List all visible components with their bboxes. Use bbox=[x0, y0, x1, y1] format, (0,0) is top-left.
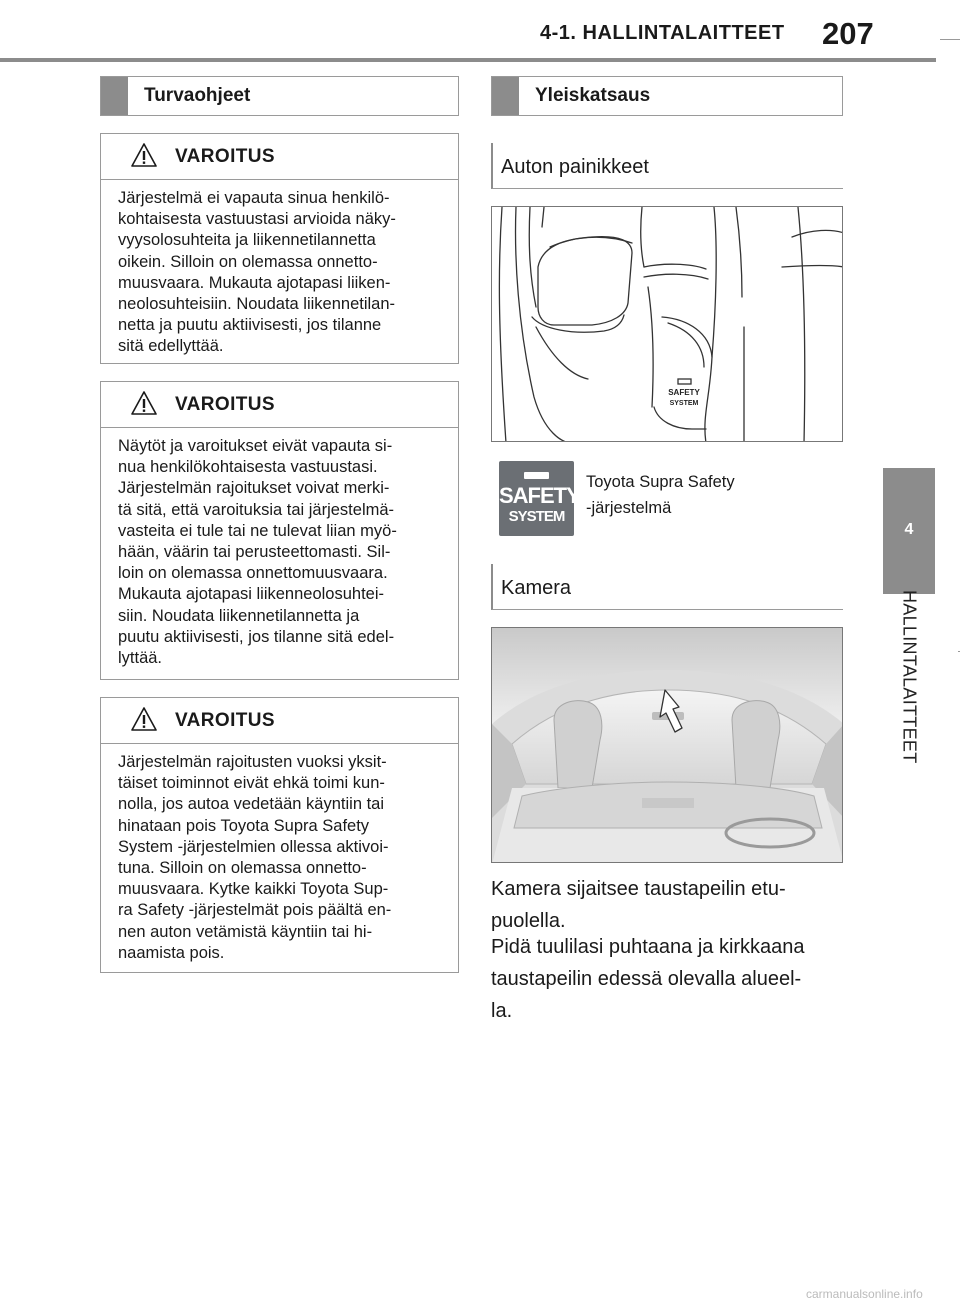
warning-triangle-icon bbox=[131, 391, 157, 415]
text-line: netta ja puutu aktiivisesti, jos tilanne bbox=[118, 316, 382, 335]
caption-line: Toyota Supra Safety bbox=[586, 473, 735, 491]
header-rule bbox=[0, 58, 936, 62]
safety-system-button-icon bbox=[499, 461, 580, 536]
warning-label: VAROITUS bbox=[175, 394, 275, 415]
text-line: oikein. Silloin on olemassa onnetto- bbox=[118, 252, 378, 271]
text-line: kohtaisesta vastuustasi arvioida näky- bbox=[118, 210, 396, 229]
section-heading-title: Turvaohjeet bbox=[144, 85, 251, 106]
text-line: ra Safety -järjestelmät pois päältä en- bbox=[118, 901, 392, 920]
interior-camera-photo bbox=[491, 627, 843, 863]
text-line: puolella. bbox=[491, 910, 566, 932]
subheading-text: Auton painikkeet bbox=[501, 156, 649, 178]
text-line: siin. Noudata liikennetilannetta ja bbox=[118, 606, 360, 625]
warning-header bbox=[101, 698, 458, 744]
text-line: Näytöt ja varoitukset eivät vapauta si- bbox=[118, 437, 393, 455]
text-line: nolla, jos autoa vedetään käyntiin tai bbox=[118, 795, 385, 814]
text-line: Kamera sijaitsee taustapeilin etu- bbox=[491, 878, 786, 900]
warning-box bbox=[100, 133, 459, 364]
running-header: 4-1. HALLINTALAITTEET bbox=[540, 22, 785, 44]
warning-triangle-icon bbox=[131, 707, 157, 731]
text-line: Järjestelmän rajoitusten vuoksi yksit- bbox=[118, 753, 387, 771]
text-line: loin on olemassa onnettomuusvaara. bbox=[118, 564, 388, 583]
text-line: tä sitä, että varoituksia tai järjestelmä- bbox=[118, 500, 395, 519]
chapter-side-label bbox=[884, 588, 934, 798]
text-line: vasteita ei tule tai ne tulevat liian myö- bbox=[118, 521, 397, 540]
safety-icon-text-line2: SYSTEM bbox=[508, 508, 565, 525]
text-line: la. bbox=[491, 1000, 513, 1022]
warning-box bbox=[100, 697, 459, 973]
text-line: taustapeilin edessä olevalla alueel- bbox=[491, 968, 802, 990]
warning-header bbox=[101, 134, 458, 180]
text-line: lyttää. bbox=[118, 649, 163, 668]
chapter-side-label-text: HALLINTALAITTEET bbox=[899, 590, 920, 764]
subheading-text: Kamera bbox=[501, 577, 572, 599]
text-line: muusvaara. Mukauta ajotapasi liiken- bbox=[118, 273, 391, 292]
text-line: Mukauta ajotapasi liikenneolosuhtei- bbox=[118, 585, 384, 604]
text-line: tuna. Silloin on olemassa onnetto- bbox=[118, 859, 367, 878]
crop-mark bbox=[940, 39, 960, 40]
camera-cleaning-instruction bbox=[491, 931, 851, 1027]
section-heading-bar bbox=[492, 77, 519, 115]
text-line: sitä edellyttää. bbox=[118, 337, 224, 356]
button-label-line2: SYSTEM bbox=[669, 400, 699, 407]
text-line: nen auton vetämistä käyntiin tai hi- bbox=[118, 922, 373, 941]
text-line: neolosuhteisiin. Noudata liikennetilan- bbox=[118, 295, 396, 314]
subheading-buttons bbox=[491, 143, 843, 189]
warning-label: VAROITUS bbox=[175, 146, 275, 167]
text-line: nua henkilökohtaisesta vastuustasi. bbox=[118, 458, 378, 477]
warning-label: VAROITUS bbox=[175, 710, 275, 731]
warning-text bbox=[101, 428, 458, 677]
safety-system-caption bbox=[586, 469, 826, 521]
camera-description bbox=[491, 873, 851, 937]
warning-box bbox=[100, 381, 459, 680]
warning-text bbox=[101, 744, 458, 972]
text-line: hinataan pois Toyota Supra Safety bbox=[118, 816, 370, 835]
console-line-art bbox=[492, 207, 843, 442]
warning-text bbox=[101, 180, 458, 366]
button-label-line1: SAFETY bbox=[668, 388, 700, 397]
text-line: Järjestelmä ei vapauta sinua henkilö- bbox=[118, 189, 390, 207]
text-line: Järjestelmän rajoitukset voivat merki- bbox=[118, 479, 390, 498]
center-console-illustration bbox=[491, 206, 843, 442]
indicator-bar bbox=[524, 472, 549, 479]
text-line: System -järjestelmien ollessa aktivoi- bbox=[118, 837, 389, 856]
warning-header bbox=[101, 382, 458, 428]
text-line: puutu aktiivisesti, jos tilanne sitä edel- bbox=[118, 627, 395, 646]
section-heading-title: Yleiskatsaus bbox=[535, 85, 651, 106]
watermark: carmanualsonline.info bbox=[806, 1287, 923, 1301]
text-line: täiset toiminnot eivät ehkä toimi kun- bbox=[118, 774, 385, 793]
text-line: Pidä tuulilasi puhtaana ja kirkkaana bbox=[491, 936, 805, 958]
warning-triangle-icon bbox=[131, 143, 157, 167]
subheading-camera bbox=[491, 564, 843, 610]
interior-rendering bbox=[492, 628, 843, 863]
chapter-number: 4 bbox=[904, 521, 914, 538]
section-heading-overview bbox=[491, 76, 843, 116]
caption-line: -järjestelmä bbox=[586, 499, 672, 517]
section-heading-safety bbox=[100, 76, 459, 116]
text-line: naamista pois. bbox=[118, 943, 225, 962]
text-line: muusvaara. Kytke kaikki Toyota Sup- bbox=[118, 880, 389, 899]
safety-icon-text-line1: SAFETY bbox=[499, 483, 580, 508]
chapter-thumb-tab bbox=[883, 468, 935, 594]
section-heading-bar bbox=[101, 77, 128, 115]
page-number: 207 bbox=[822, 16, 874, 51]
text-line: vyysolosuhteita ja liikennetilannetta bbox=[118, 231, 376, 250]
text-line: hään, väärin tai perusteettomasti. Sil- bbox=[118, 543, 391, 562]
